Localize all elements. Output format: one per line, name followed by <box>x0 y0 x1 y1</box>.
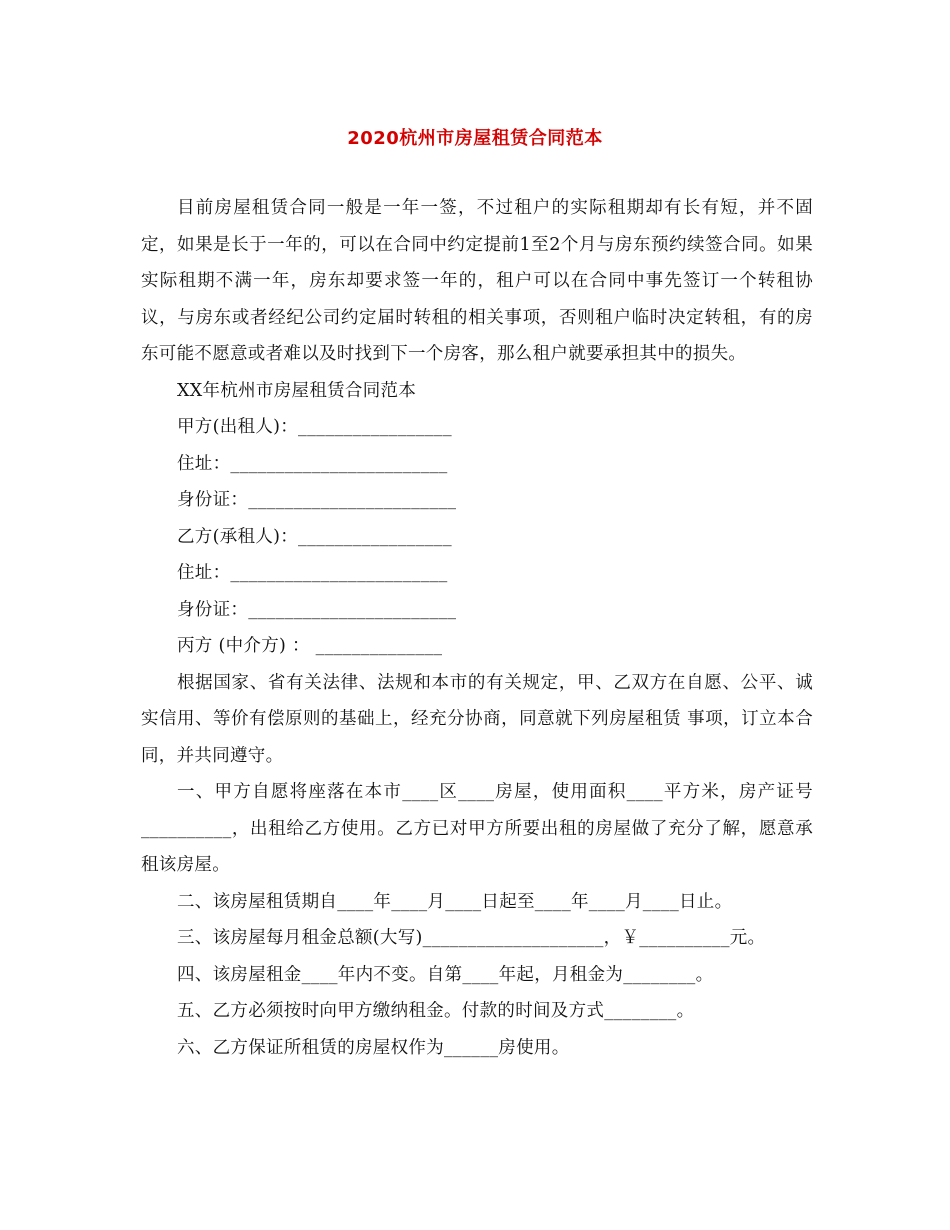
party-a-line: 甲方(出租人)：_________________ <box>177 417 452 437</box>
clause-1: 一、甲方自愿将座落在本市____区____房屋，使用面积____平方米，房产证号__________，出租给乙方使用。乙方已对甲方所要出租的房屋做了充分了解，愿意承租该房屋。 <box>141 782 813 875</box>
party-a-address-line: 住址：________________________ <box>177 453 448 474</box>
clause-4: 四、该房屋租金____年内不变。自第____年起，月租金为________。 <box>177 964 714 985</box>
party-b-line: 乙方(承租人)：_________________ <box>177 526 452 547</box>
clause-2: 二、该房屋租赁期自____年____月____日起至____年____月____日止。 <box>177 891 733 912</box>
party-b-id-line: 身份证：_______________________ <box>177 599 457 620</box>
clause-6: 六、乙方保证所租赁的房屋权作为______房使用。 <box>177 1037 570 1058</box>
document-body <box>141 190 813 1066</box>
intro-paragraph: 目前房屋租赁合同一般是一年一签，不过租户的实际租期却有长有短，并不固定，如果是长于一年的，可以在合同中约定提前1至2个月与房东预约续签合同。如果实际租期不满一年，房东却要求签一年的，租户可以在合同中事先签订一个转租协议，与房东或者经纪公司约定届时转租的相关事项，否则租户临时决定转租，有的房东可能不愿意或者难以及时找到下一个房客，那么租户就要承担其中的损失。 <box>141 198 813 364</box>
party-b-address-line: 住址：________________________ <box>177 563 448 583</box>
clause-3: 三、该房屋每月租金总额(大写)____________________，￥__________元。 <box>177 928 766 948</box>
preamble-paragraph: 根据国家、省有关法律、法规和本市的有关规定，甲、乙双方在自愿、公平、诚实信用、等价有偿原则的基础上，经充分协商，同意就下列房屋租赁 事项，订立本合同，并共同遵守。 <box>141 672 813 766</box>
document-title: 2020杭州市房屋租赁合同范本 <box>347 128 603 149</box>
party-a-id-line: 身份证：_______________________ <box>177 490 457 510</box>
contract-subtitle: XX年杭州市房屋租赁合同范本 <box>177 380 417 401</box>
party-c-line: 丙方 (中介方) ： ______________ <box>177 636 443 656</box>
clause-5: 五、乙方必须按时向甲方缴纳租金。付款的时间及方式________。 <box>177 1001 695 1021</box>
